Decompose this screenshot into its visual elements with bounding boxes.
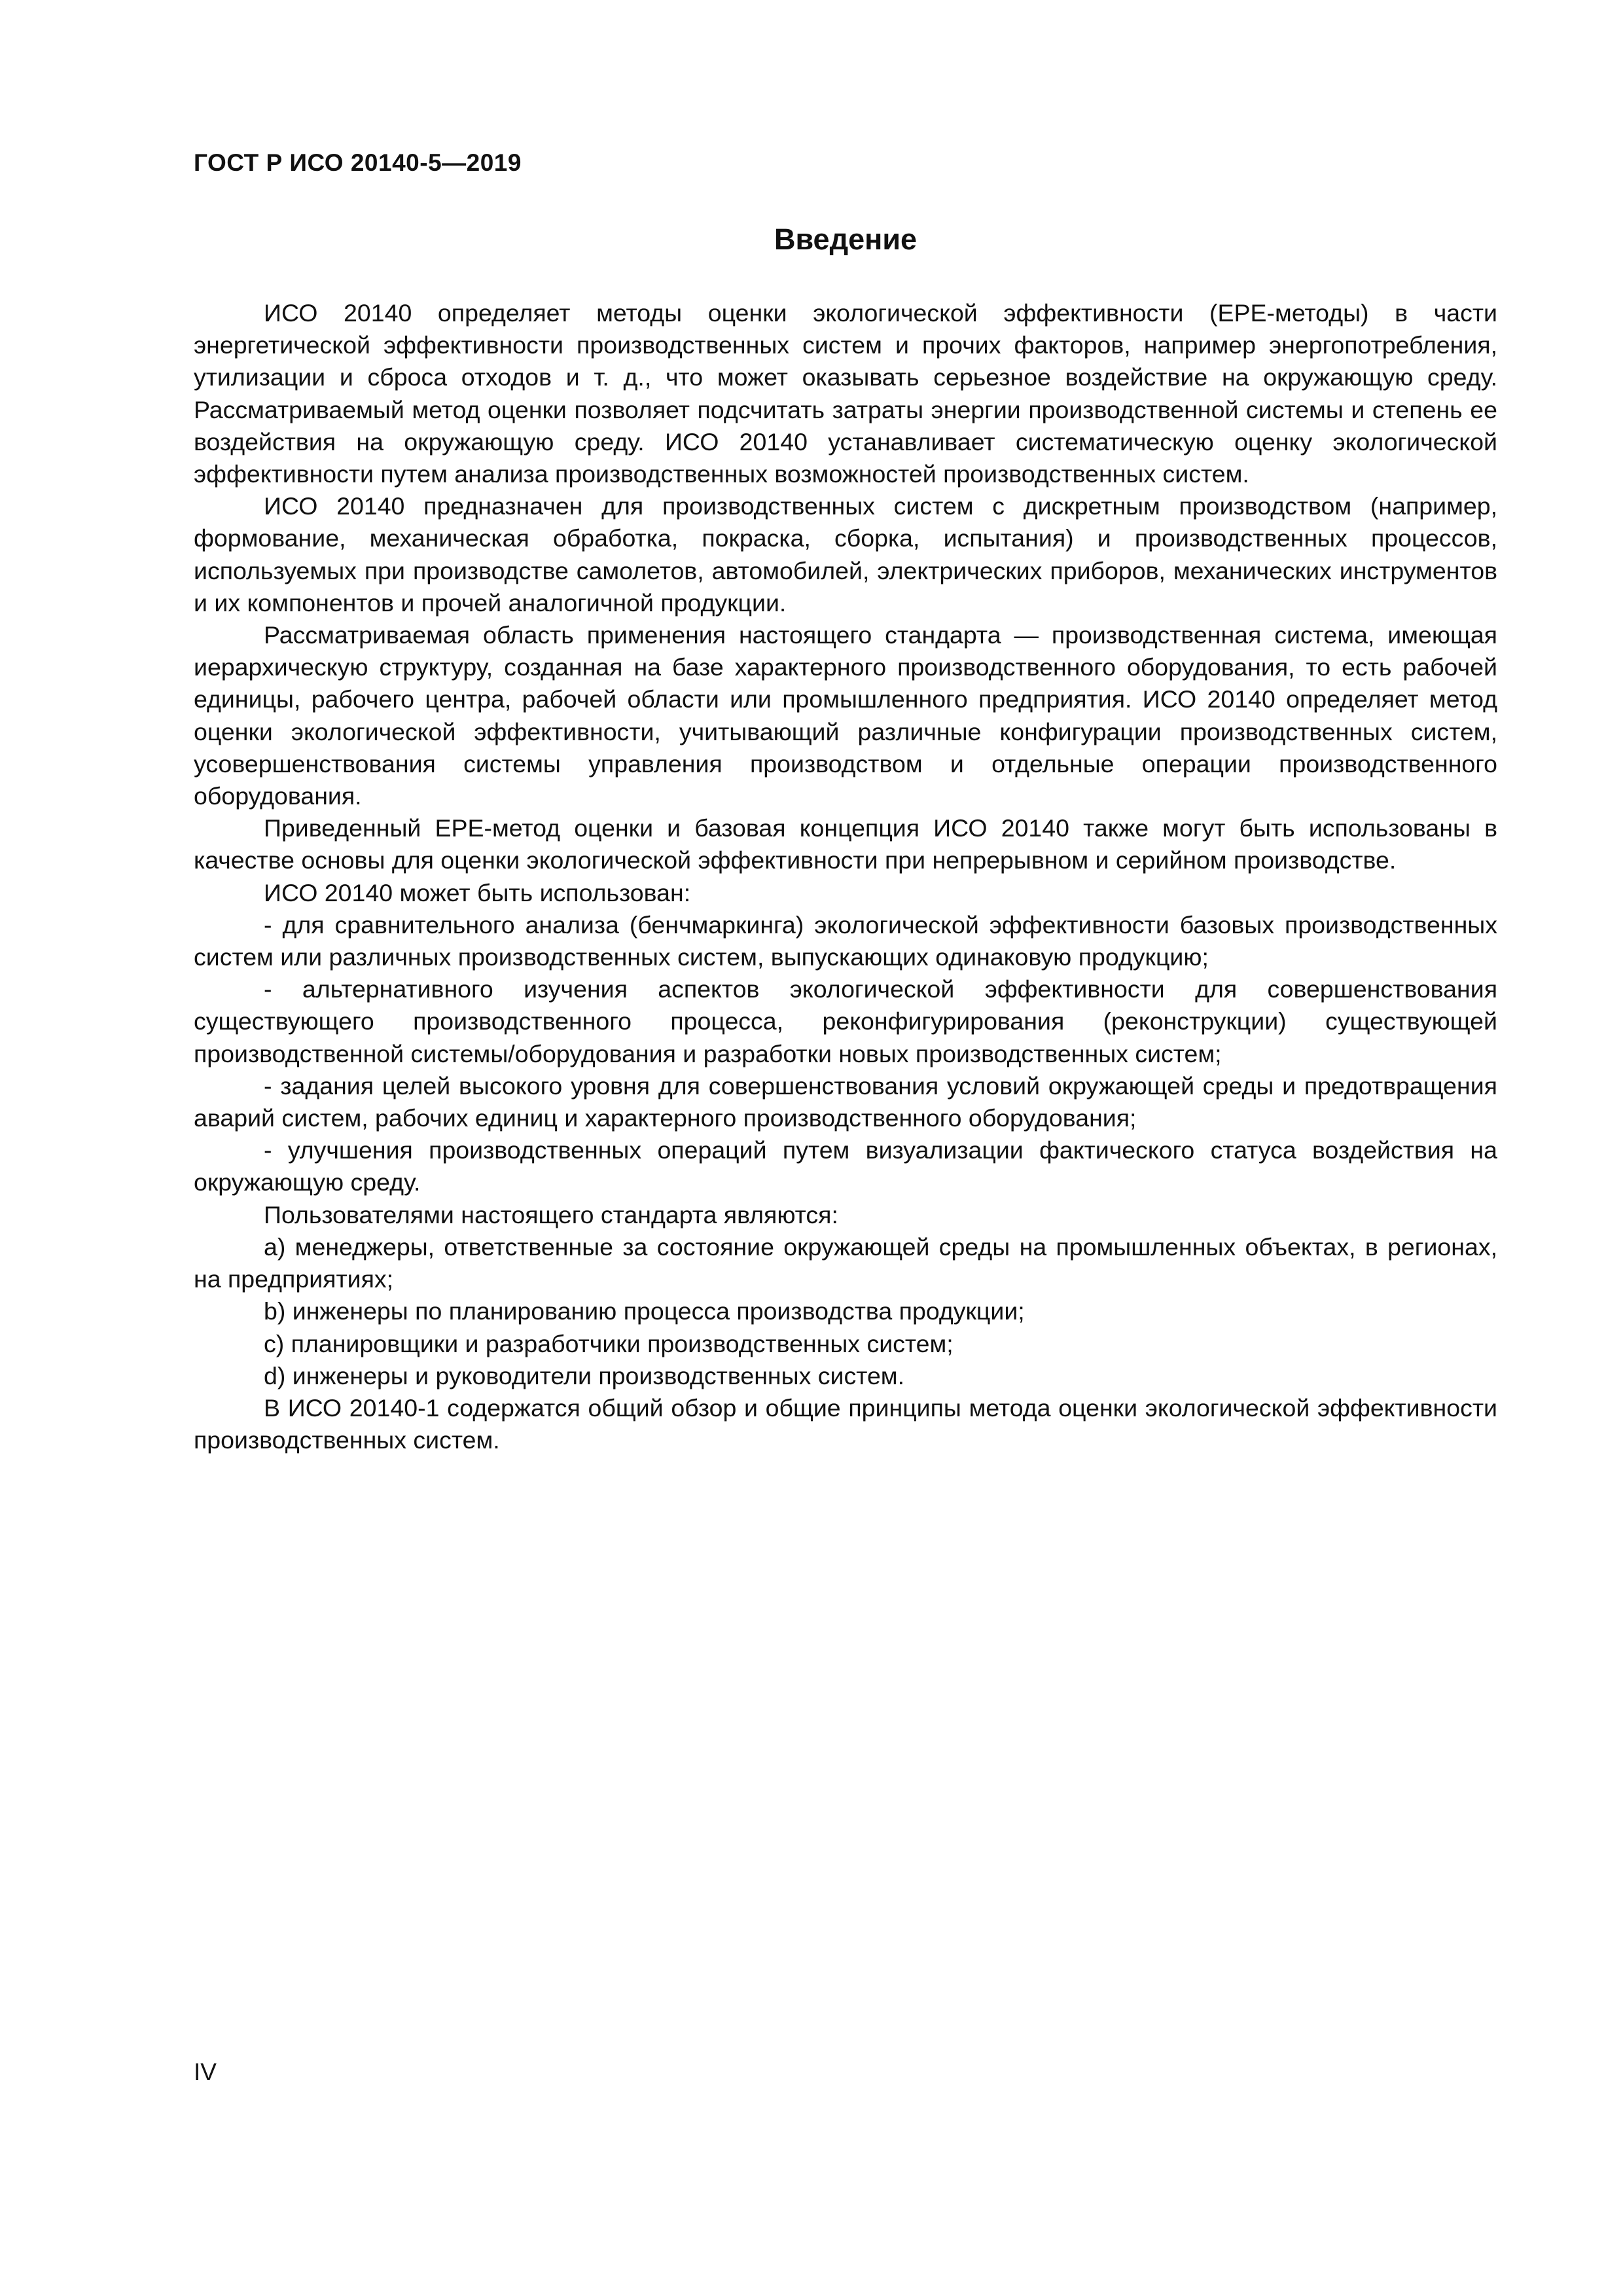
paragraph: В ИСО 20140-1 содержатся общий обзор и общие принципы метода оценки экологической эффективности производственных систем. [194,1393,1497,1454]
paragraph: Приведенный EPE-метод оценки и базовая концепция ИСО 20140 также могут быть использованы в качестве основы для оценки экологической эффективности при непрерывном и серийном производстве. [194,814,1497,874]
page-number: IV [194,2058,217,2085]
document-code-header: ГОСТ Р ИСО 20140-5—2019 [194,149,522,176]
list-item: d) инженеры и руководители производственных систем. [264,1361,905,1390]
list-item: a) менеджеры, ответственные за состояние окружающей среды на промышленных объектах, в регионах, на предприятиях; [194,1232,1497,1293]
list-item: - задания целей высокого уровня для совершенствования условий окружающей среды и предотвращения аварий систем, рабочих единиц и характерного производственного оборудования; [194,1071,1497,1132]
paragraph: ИСО 20140 может быть использован: [264,878,691,906]
list-item: b) инженеры по планированию процесса производства продукции; [264,1297,1025,1325]
paragraph: Рассматриваемая область применения настоящего стандарта — производственная система, имеющая иерархическую структуру, созданная на базе характерного производственного оборудования, то есть рабочей единицы, рабочего центра, рабочей области или промышленного предприятия. ИСО 20140 определяет метод оценки экологической эффективности, учитывающий различные конфигурации производственных систем, усовершенствования системы управления производством и отдельные операции производственного оборудования. [194,621,1497,810]
list-item: - улучшения производственных операций путем визуализации фактического статуса воздействия на окружающую среду. [194,1136,1497,1196]
list-item: - для сравнительного анализа (бенчмаркинга) экологической эффективности базовых производственных систем или различных производственных систем, выпускающих одинаковую продукцию; [194,910,1497,971]
introduction-body [194,297,1497,1456]
list-item: c) планировщики и разработчики производственных систем; [264,1329,954,1357]
paragraph: ИСО 20140 определяет методы оценки экологической эффективности (EPE-методы) в части энергетической эффективности производственных систем и прочих факторов, например энергопотребления, утилизации и сброса отходов и т. д., что может оказывать серьезное воздействие на окружающую среду. Рассматриваемый метод оценки позволяет подсчитать затраты энергии производственной системы и степень ее воздействия на окружающую среду. ИСО 20140 устанавливает систематическую оценку экологической эффективности путем анализа производственных возможностей производственных систем. [194,299,1497,488]
paragraph: Пользователями настоящего стандарта являются: [264,1200,838,1229]
list-item: - альтернативного изучения аспектов экологической эффективности для совершенствования существующего производственного процесса, реконфигурирования (реконструкции) существующей производственной системы/оборудования и разработки новых производственных систем; [194,975,1497,1067]
paragraph: ИСО 20140 предназначен для производственных систем с дискретным производством (например, формование, механическая обработка, покраска, сборка, испытания) и производственных процессов, используемых при производстве самолетов, автомобилей, электрических приборов, механических инструментов и их компонентов и прочей аналогичной продукции. [194,492,1497,617]
section-title: Введение [774,223,918,256]
